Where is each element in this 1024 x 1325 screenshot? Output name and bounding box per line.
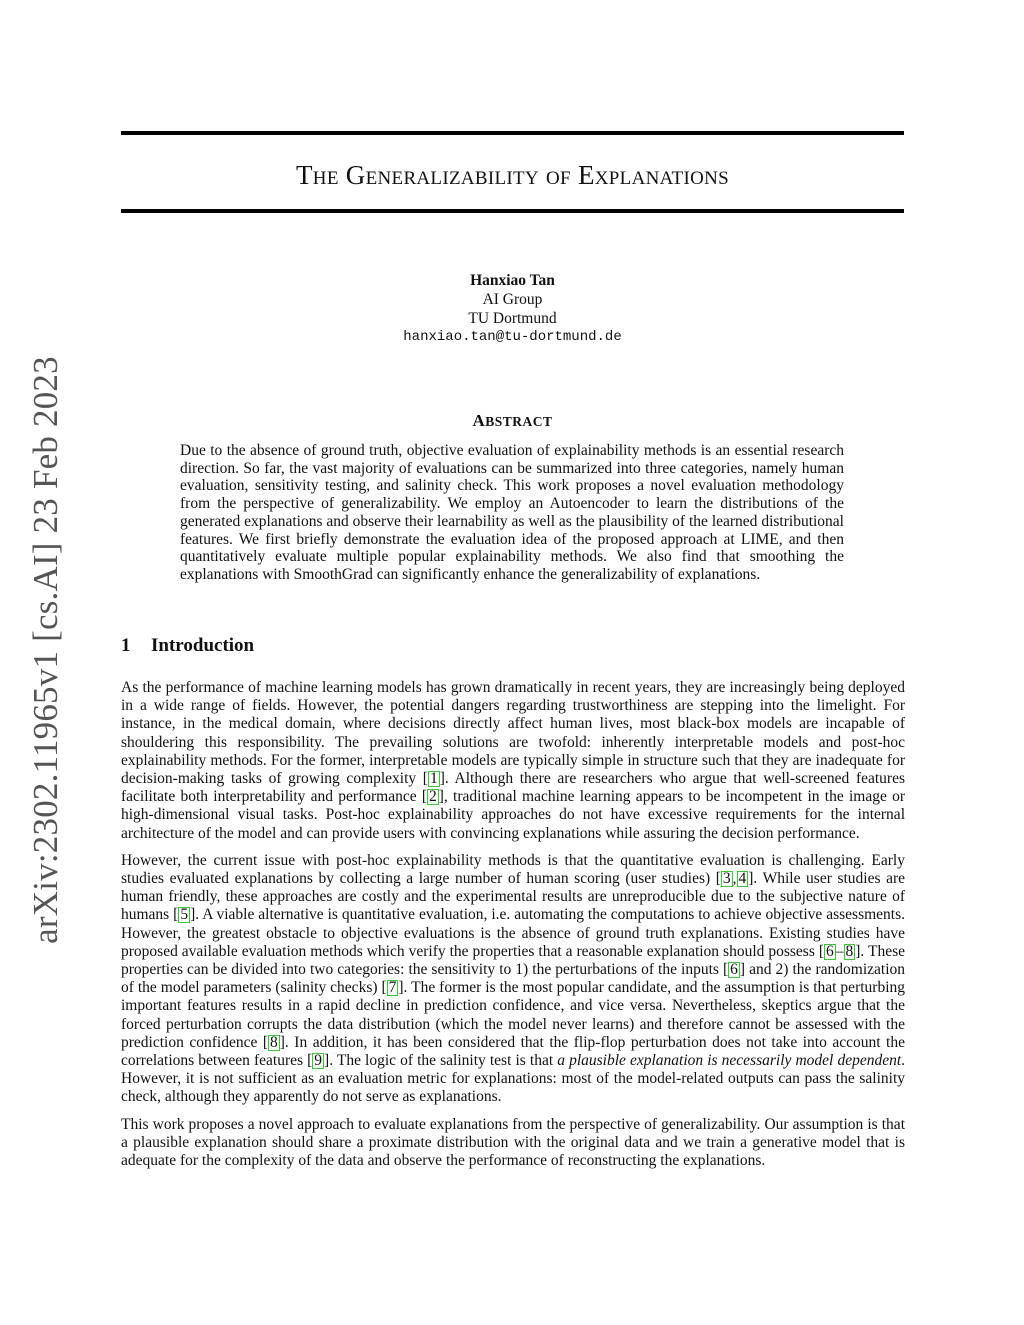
introduction-body bbox=[121, 679, 905, 1179]
section-title: Introduction bbox=[151, 635, 255, 656]
citation-link[interactable]: 6 bbox=[826, 942, 834, 960]
paragraph: As the performance of machine learning models has grown dramatically in recent years, they are increasingly being deployed in a wide range of fields. However, the potential dangers regarding trustworthiness are stepping into the limelight. For instance, in the medical domain, where decisions directly affect human lives, most black-box models are incapable of shouldering this responsibility. The prevailing solutions are twofold: inherently interpretable models and post-hoc explainability methods. For the former, interpretable models are typically simple in structure such that they are inadequate for decision-making tasks of growing complexity [ 1 ]. Although there are researchers who argue that well-screened features facilitate both interpretability and performance [ 2 ], traditional machine learning appears to be incompetent in the image or high-dimensional visual tasks. Post-hoc explainability approaches do not have excessive requirements for the internal architecture of the model and can provide users with convincing explanations while assuring the decision performance. bbox=[121, 679, 906, 842]
citation-link[interactable]: 1 bbox=[429, 770, 438, 788]
paragraph: However, the current issue with post-hoc explainability methods is that the quantitative evaluation is challenging. Early studies evaluated explanations by collecting a large number of human scoring (user studies) [ 3 , 4 ]. While user studies are human friendly, these approaches are costly and the experimental results are unreproducible due to the subjective nature of humans [ 5 ]. A viable alternative is quantitative evaluation, i.e. automating the computations to achieve objective assessments. However, the greatest obstacle to objective evaluations is the absence of ground truth explanations. Existing studies have proposed available evaluation methods which verify the properties that a reasonable explanation should possess [ 6 – 8 ]. These properties can be divided into two categories: the sensitivity to 1) the perturbations of the inputs [ 6 ] and 2) the randomization of the model parameters (salinity checks) [ 7 ]. The former is the most popular candidate, and the assumption is that perturbing important features results in a rapid decline in prediction confidence, and vice versa. Nevertheless, skeptics argue that the forced perturbation corrupts the data distribution (which the model never learns) and therefore cannot be assessed with the prediction confidence [ 8 ]. In addition, it has been considered that the flip-flop perturbation does not take into account the correlations between features [ 9 ]. The logic of the salinity test is that a plausible explanation is necessarily model dependent. However, it is not sufficient as an evaluation metric for explanations: most of the model-related outputs can pass the salinity check, although they apparently do not serve as explanations. bbox=[121, 851, 906, 1106]
citation-link[interactable]: 4 bbox=[738, 870, 747, 888]
paper-title: THE GENERALIZABILITY OF EXPLANATIONS bbox=[296, 160, 729, 190]
citation-link[interactable]: 8 bbox=[845, 942, 854, 960]
citation-link[interactable]: 9 bbox=[314, 1052, 323, 1070]
author-institution: TU Dortmund bbox=[468, 310, 557, 327]
abstract-heading: ABSTRACT bbox=[472, 411, 553, 430]
section-number: 1 bbox=[121, 635, 131, 656]
author-block bbox=[121, 271, 904, 347]
abstract-text: Due to the absence of ground truth, objective evaluation of explainability methods is an essential research direction. So far, the vast majority of evaluations can be summarized into three categories, namely human evaluation, sensitivity testing, and salinity check. This work proposes a novel evaluation methodology from the perspective of generalizability. We employ an Autoencoder to learn the distributions of the generated explanations and observe their learnability as well as the plausibility of the learned distributional features. We first briefly demonstrate the evaluation idea of the proposed approach at LIME, and then quantitatively evaluate multiple popular explainability methods. We also find that smoothing the explanations with SmoothGrad can significantly enhance the generalizability of explanations. bbox=[180, 442, 844, 583]
title-top-rule bbox=[121, 131, 904, 135]
paragraph: This work proposes a novel approach to evaluate explanations from the perspective of generalizability. Our assumption is that a plausible explanation should share a proximate distribution with the original data and we train a generative model that is adequate for the complexity of the data and observe the performance of reconstructing the explanations. bbox=[121, 1115, 905, 1170]
arxiv-identifier-stamp: arXiv:2302.11965v1 [cs.AI] 23 Feb 2023 bbox=[26, 356, 65, 944]
title-bottom-rule bbox=[121, 209, 904, 213]
citation-link[interactable]: 5 bbox=[180, 906, 189, 924]
citation-link[interactable]: 6 bbox=[730, 961, 738, 979]
emphasis: a plausible explanation is necessarily model dependent bbox=[557, 1052, 902, 1070]
author-email[interactable]: hanxiao.tan@tu-dortmund.de bbox=[403, 329, 622, 345]
section-heading bbox=[121, 635, 254, 657]
citation-link[interactable]: 3 bbox=[722, 870, 731, 888]
citation-link[interactable]: 2 bbox=[429, 788, 437, 806]
author-group: AI Group bbox=[482, 291, 543, 308]
citation-link[interactable]: 7 bbox=[388, 979, 397, 997]
author-name: Hanxiao Tan bbox=[470, 272, 555, 289]
citation-link[interactable]: 8 bbox=[270, 1033, 278, 1051]
